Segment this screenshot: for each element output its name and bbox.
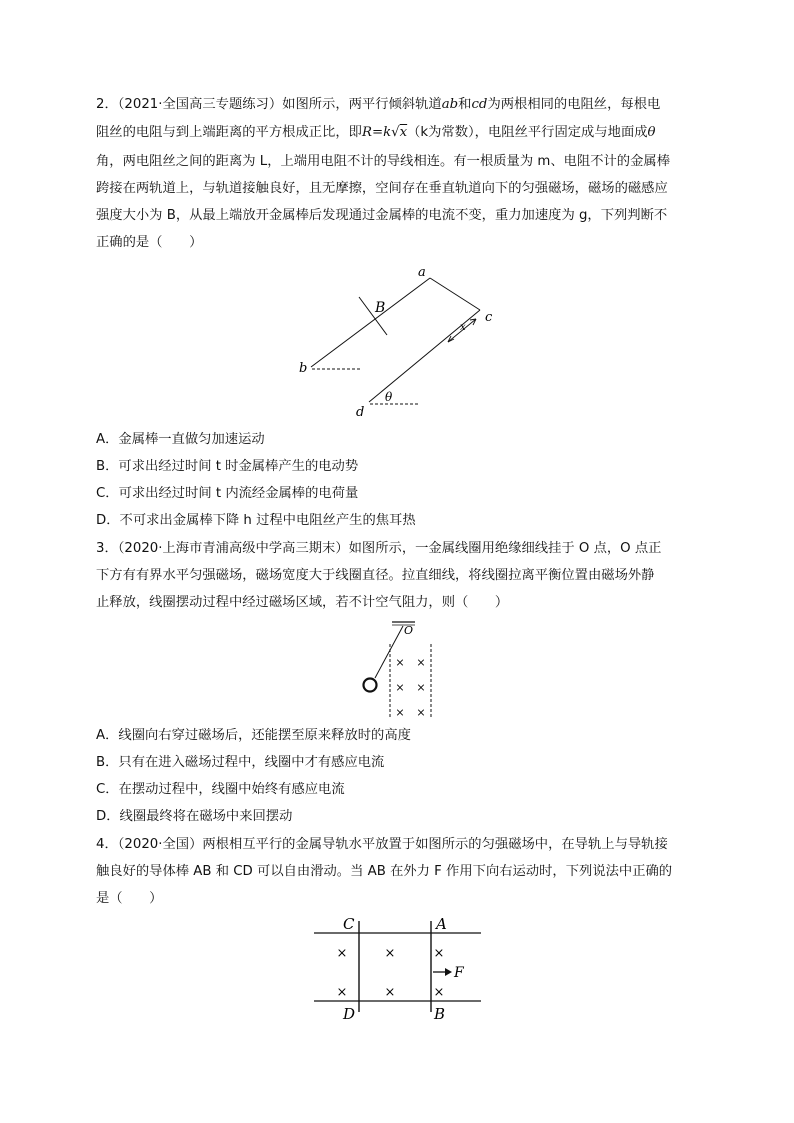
force-arrow-icon	[433, 968, 452, 976]
label-b: b	[299, 361, 308, 376]
q2-option-b: B．可求出经过时间 t 时金属棒产生的电动势	[96, 459, 359, 474]
field-cross: ×	[416, 656, 426, 669]
q2-line-4: 跨接在两轨道上，与轨道接触良好，且无摩擦，空间存在垂直轨道向下的匀强磁场，磁场的磁感应	[96, 181, 668, 196]
q2-line-2: 阻丝的电阻与到上端距离的平方根成正比，即R=k√x（k为常数），电阻丝平行固定成与地面成θ	[96, 125, 656, 140]
magnetic-field-crosses	[337, 946, 445, 1000]
sqrt-symbol: √x	[391, 125, 408, 140]
q3-option-a: A．线圈向右穿过磁场后，还能摆至原来释放时的高度	[96, 728, 411, 743]
label-B: B	[375, 300, 386, 316]
q2-line-3: 角，两电阻丝之间的距离为 L，上端用电阻不计的导线相连。有一根质量为 m、电阻不计的金属棒	[96, 154, 670, 169]
q4-line-2: 触良好的导体棒 AB 和 CD 可以自由滑动。当 AB 在外力 F 作用下向右运动时，下列说法中正确的	[96, 864, 673, 879]
q2-option-a: A．金属棒一直做匀加速运动	[96, 432, 265, 447]
q4-line-1: 4．（2020·全国）两根相互平行的金属导轨水平放置于如图所示的匀强磁场中，在导轨上与导轨接	[96, 837, 668, 852]
magnetic-field-crosses	[395, 656, 425, 719]
q3-option-d: D．线圈最终将在磁场中来回摆动	[96, 809, 293, 824]
label-C: C	[343, 915, 355, 933]
label-F: F	[454, 965, 464, 981]
q2-line-5: 强度大小为 B，从最上端放开金属棒后发现通过金属棒的电流不变，重力加速度为 g，下列判断不	[96, 208, 668, 223]
label-O: O	[404, 624, 414, 637]
coil-ring	[364, 679, 377, 692]
label-B: B	[434, 1005, 446, 1023]
label-c: c	[485, 310, 493, 325]
field-cross: ×	[433, 946, 445, 961]
field-cross: ×	[416, 681, 426, 694]
label-x: x	[460, 322, 466, 333]
field-cross: ×	[416, 706, 426, 719]
q2-inclined-rails-figure	[280, 260, 520, 425]
field-cross: ×	[384, 946, 396, 961]
label-d: d	[356, 405, 365, 420]
label-A: A	[436, 915, 447, 933]
q3-option-b: B．只有在进入磁场过程中，线圈中才有感应电流	[96, 755, 385, 770]
field-cross: ×	[384, 985, 396, 1000]
q3-line-3: 止释放，线圈摆动过程中经过磁场区域，若不计空气阻力，则（ ）	[96, 595, 509, 610]
label-a: a	[418, 265, 426, 280]
label-theta: θ	[385, 390, 393, 404]
q3-pendulum-coil-figure	[355, 618, 445, 720]
field-cross: ×	[395, 706, 405, 719]
q3-line-1: 3．（2020·上海市青浦高级中学高三期末）如图所示，一金属线圈用绝缘细线挂于 O 点，O 点正	[96, 541, 662, 556]
q2-option-c: C．可求出经过时间 t 内流经金属棒的电荷量	[96, 486, 359, 501]
q3-option-c: C．在摆动过程中，线圈中始终有感应电流	[96, 782, 345, 797]
label-D: D	[343, 1005, 356, 1023]
field-cross: ×	[395, 656, 405, 669]
x-distance-marker	[448, 319, 476, 342]
field-cross: ×	[395, 681, 405, 694]
field-cross: ×	[433, 985, 445, 1000]
q4-line-3: 是（ ）	[96, 891, 163, 906]
field-cross: ×	[336, 985, 348, 1000]
q2-line-6: 正确的是（ ）	[96, 235, 203, 250]
q2-option-d: D．不可求出金属棒下降 h 过程中电阻丝产生的焦耳热	[96, 513, 416, 528]
field-cross: ×	[336, 946, 348, 961]
q2-line-1: 2．（2021·全国高三专题练习）如图所示，两平行倾斜轨道ab和cd为两根相同的电阻丝，每根电	[96, 97, 661, 112]
q4-rails-figure	[305, 912, 490, 1024]
q3-line-2: 下方有有界水平匀强磁场，磁场宽度大于线圈直径。拉直细线，将线圈拉离平衡位置由磁场外静	[96, 568, 655, 583]
